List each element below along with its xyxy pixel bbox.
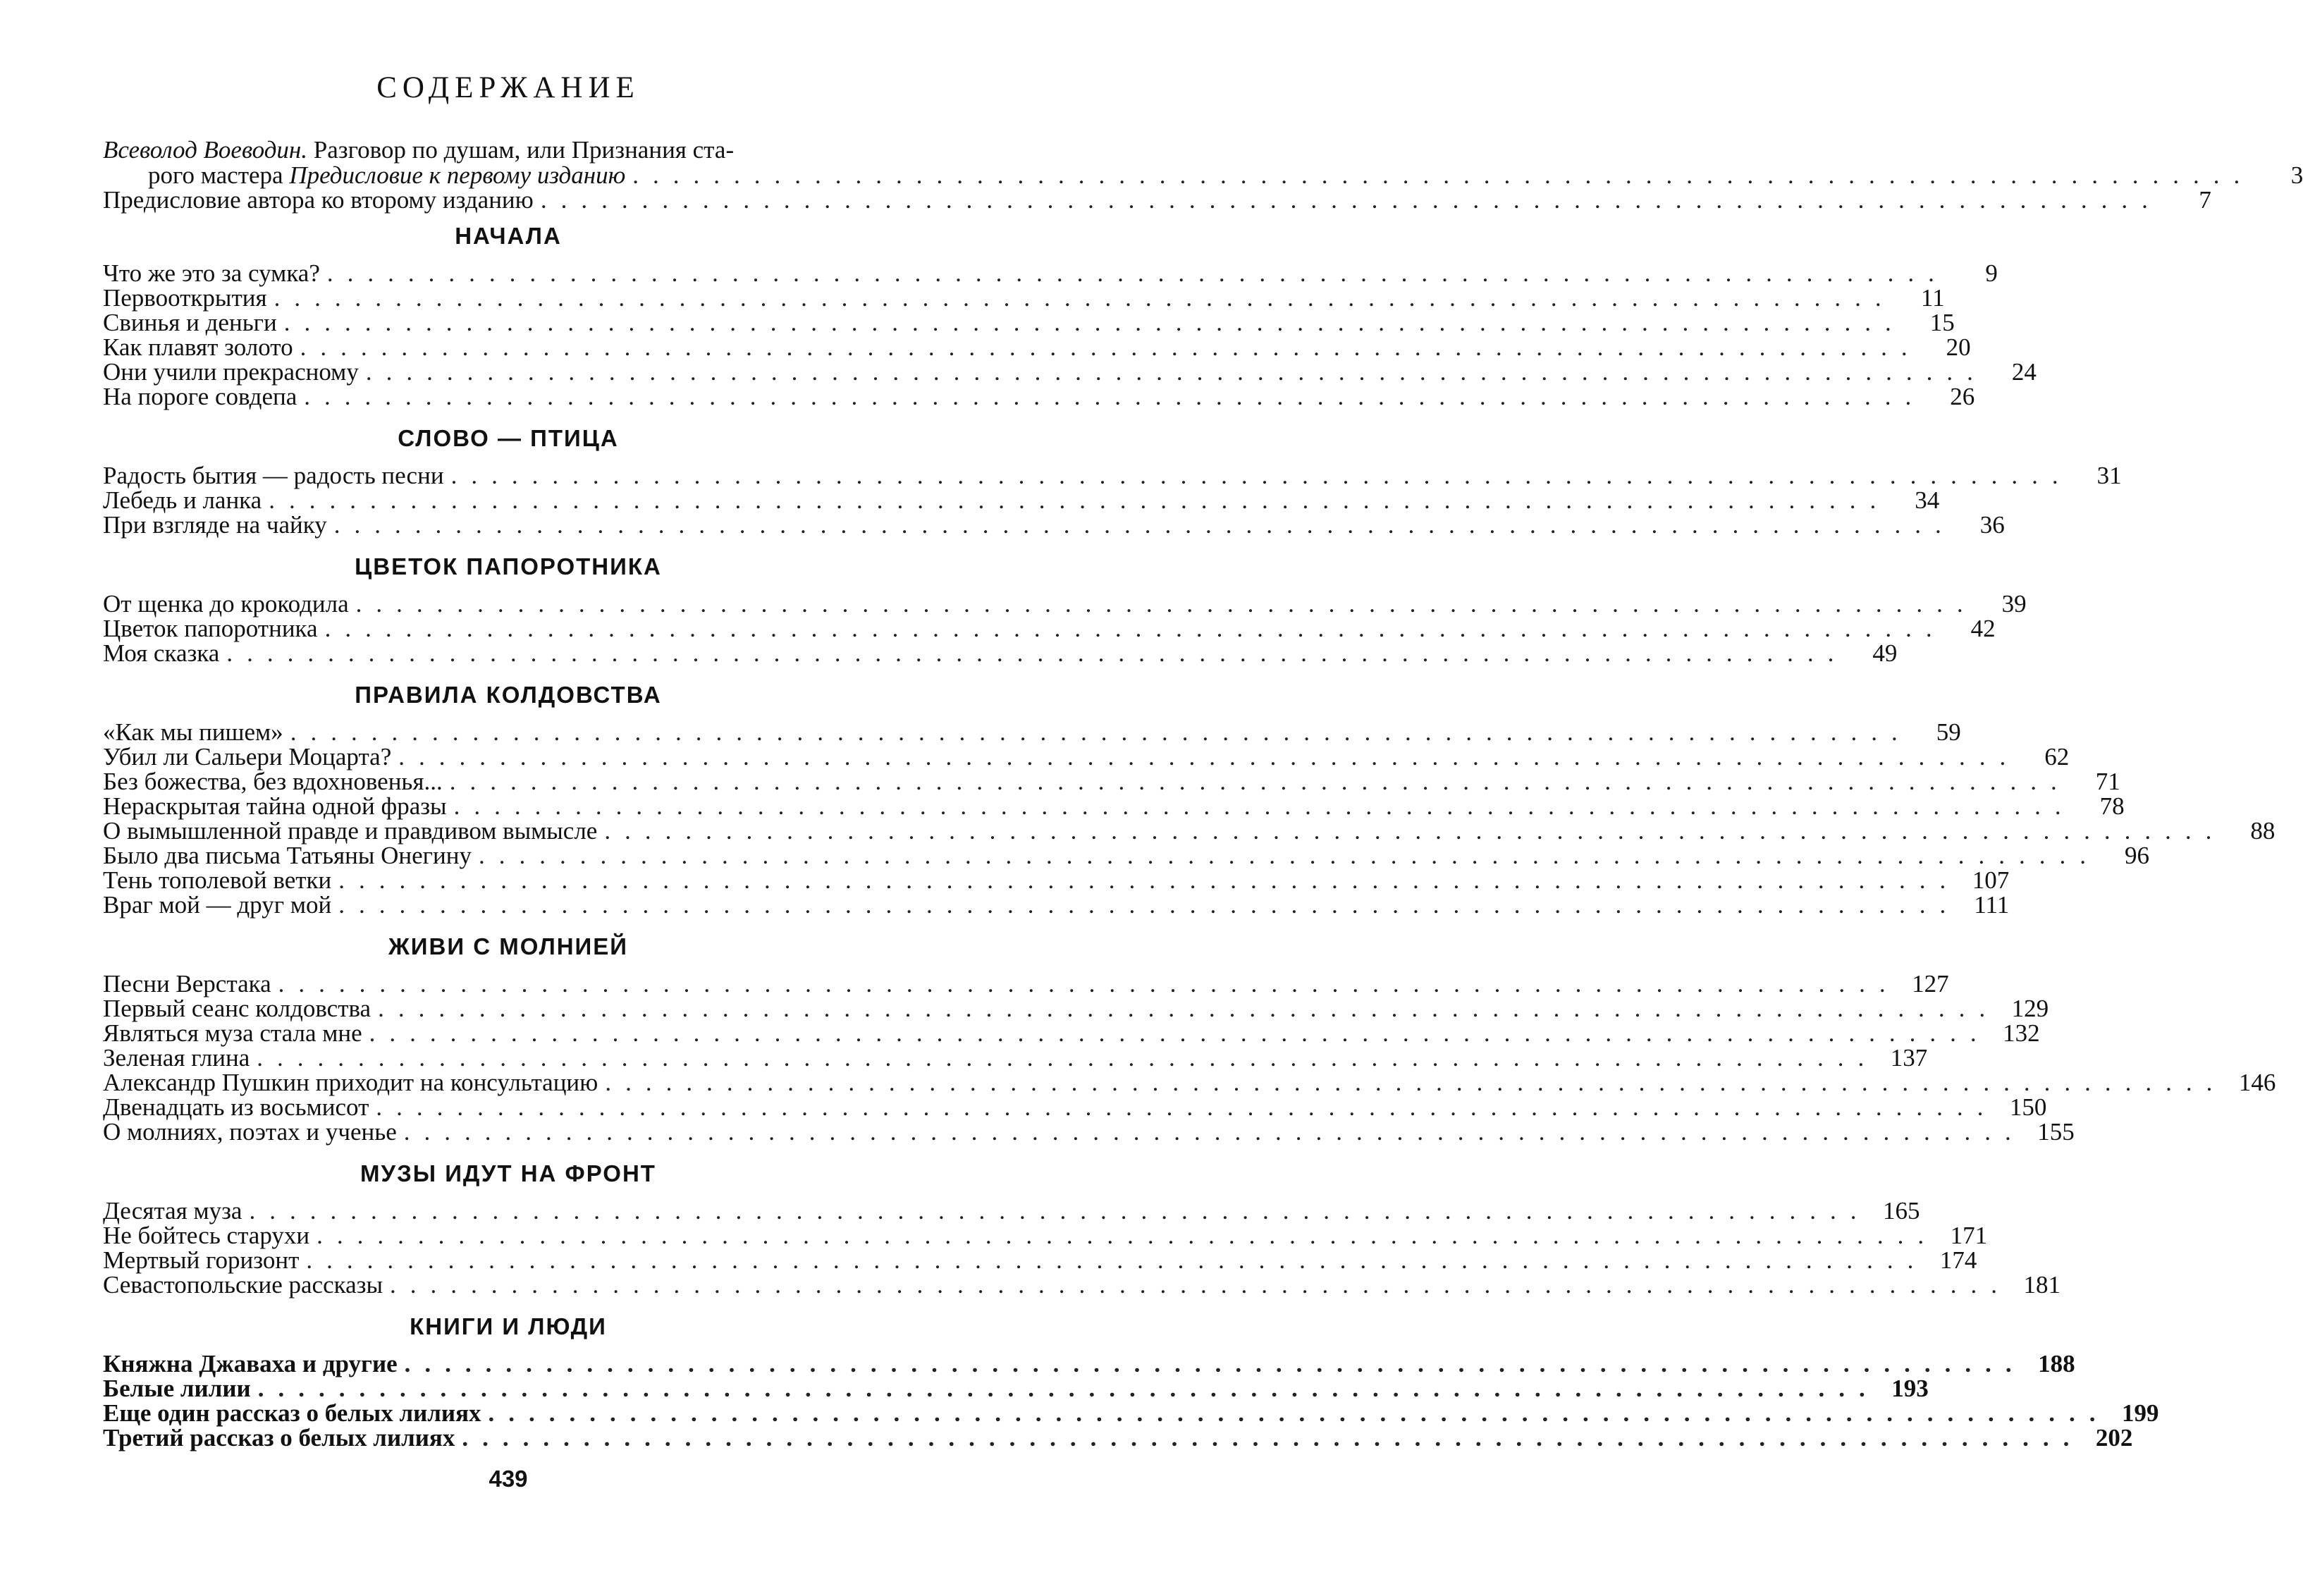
intro-line-2	[103, 161, 2303, 189]
dot-leader: ................................................................................	[290, 718, 1912, 746]
toc-entry	[103, 1350, 2075, 1377]
toc-entry	[103, 309, 1955, 336]
toc-entry-title: Как плавят золото	[103, 333, 293, 361]
toc-section	[103, 222, 2037, 410]
toc-entry-title: Первооткрытия	[103, 284, 267, 312]
dot-leader: ................................................................................	[304, 383, 1926, 410]
toc-entry-title: Что же это за сумка?	[103, 259, 320, 287]
dot-leader: ................................................................................	[324, 615, 1946, 642]
dot-leader: ................................................................................	[378, 995, 2000, 1022]
dot-leader: ................................................................................	[338, 866, 1960, 894]
dot-leader: ................................................................................	[453, 792, 2075, 820]
dot-leader: ................................................................................	[365, 358, 1987, 386]
toc-entry-page: 96	[2124, 842, 2149, 869]
dot-leader: ................................................................................	[338, 891, 1960, 919]
toc-entry-page: 15	[1929, 309, 1955, 336]
dot-leader: ................................................................................	[333, 511, 1955, 539]
toc-entry-title: Зеленая глина	[103, 1044, 250, 1072]
toc-entry-title: Не бойтесь старухи	[103, 1222, 310, 1249]
toc-entry-title: Радость бытия — радость песни	[103, 462, 444, 489]
toc-entry	[103, 1044, 1928, 1072]
toc-entry-page: 42	[1970, 615, 1996, 642]
page-number: 439	[489, 1466, 528, 1492]
toc-entry-page: 39	[2001, 590, 2027, 618]
toc-section	[103, 1313, 2159, 1451]
toc-entry	[103, 333, 1971, 361]
intro-title-italic: Предисловие к первому изданию	[289, 161, 626, 189]
dot-leader: ................................................................................	[488, 1399, 2110, 1427]
section-heading: КНИГИ И ЛЮДИ	[410, 1313, 607, 1339]
dot-leader: ................................................................................	[449, 768, 2071, 795]
dot-leader: ................................................................................	[249, 1197, 1871, 1224]
toc-entry	[103, 817, 2276, 845]
toc-entry-page: 171	[1950, 1222, 1988, 1249]
toc-entry	[103, 842, 2149, 869]
toc-section	[103, 424, 2122, 539]
dot-leader: ................................................................................	[300, 333, 1922, 361]
toc-entry-title: Без божества, без вдохновенья...	[103, 768, 443, 795]
toc-entry-page: 193	[1891, 1375, 1929, 1402]
toc-entry-page: 88	[2250, 817, 2276, 845]
preface-title: Предисловие автора ко второму изданию	[103, 186, 534, 214]
toc-entry-title: Было два письма Татьяны Онегину	[103, 842, 472, 869]
toc-entry-title: Севастопольские рассказы	[103, 1271, 383, 1299]
toc-section	[103, 681, 2276, 919]
toc-entry-title: Они учили прекрасному	[103, 358, 359, 386]
toc-entry-title: При взгляде на чайку	[103, 511, 327, 539]
intro-entry	[103, 136, 2303, 214]
toc-entry-page: 31	[2096, 462, 2122, 489]
toc-entry-title: Нераскрытая тайна одной фразы	[103, 792, 447, 820]
toc-entry-title: Третий рассказ о белых лилиях	[103, 1424, 455, 1451]
toc-entry-page: 127	[1912, 970, 1949, 998]
intro-title-plain: рого мастера	[148, 161, 290, 189]
dot-leader: ................................................................................	[226, 639, 1848, 667]
toc-entry-title: От щенка до крокодила	[103, 590, 349, 618]
toc-entry-title: Княжна Джаваха и другие	[103, 1350, 398, 1377]
dot-leader: ................................................................................	[389, 1271, 2011, 1299]
intro-page-number: 3	[2290, 161, 2303, 189]
dot-leader: ................................................................................	[269, 486, 1891, 514]
toc-entry	[103, 718, 1961, 746]
dot-leader: ................................................................................	[257, 1375, 1879, 1402]
dot-leader: ................................................................................	[274, 284, 1896, 312]
dot-leader: ................................................................................	[604, 817, 2226, 845]
toc-entry-title: О вымышленной правде и правдивом вымысле	[103, 817, 598, 845]
dot-leader: ................................................................................	[376, 1093, 1998, 1121]
toc-entry-page: 78	[2099, 792, 2125, 820]
toc-entry	[103, 1424, 2133, 1451]
section-heading: ЖИВИ С МОЛНИЕЙ	[388, 933, 629, 959]
toc-entry-title: Тень тополевой ветки	[103, 866, 332, 894]
dot-leader: ................................................................................	[540, 186, 2162, 214]
toc-entry	[103, 1019, 2040, 1047]
toc-entry	[103, 792, 2125, 820]
dot-leader: ................................................................................	[478, 842, 2100, 869]
section-heading: ЦВЕТОК ПАПОРОТНИКА	[355, 553, 662, 579]
toc-entry-page: 62	[2044, 743, 2070, 771]
toc-entry-page: 71	[2095, 768, 2120, 795]
toc-entry	[103, 590, 2027, 618]
toc-entry	[103, 1118, 2075, 1146]
toc-entry	[103, 1069, 2276, 1096]
toc-entry-page: 129	[2011, 995, 2049, 1022]
toc-entry-title: Цветок папоротника	[103, 615, 318, 642]
intro-author: Всеволод Воеводин.	[103, 136, 308, 164]
toc-section	[103, 933, 2276, 1146]
toc-entry-title: «Как мы пишем»	[103, 718, 283, 746]
dot-leader: ................................................................................	[450, 462, 2072, 489]
toc-entry-page: 11	[1920, 284, 1945, 312]
toc-entry	[103, 1399, 2159, 1427]
dot-leader: ................................................................................	[283, 309, 1905, 336]
toc-entry-page: 34	[1915, 486, 1940, 514]
toc-entry	[103, 383, 1975, 410]
toc-entry-page: 181	[2023, 1271, 2061, 1299]
preface-entry	[103, 186, 2211, 214]
toc-entry	[103, 1271, 2061, 1299]
section-heading: ПРАВИЛА КОЛДОВСТВА	[355, 682, 662, 708]
toc-entry-page: 165	[1882, 1197, 1920, 1224]
toc-entry-title: Первый сеанс колдовства	[103, 995, 371, 1022]
toc-entry-title: Десятая муза	[103, 1197, 242, 1224]
dot-leader: ................................................................................	[317, 1222, 1939, 1249]
toc-entry	[103, 1222, 1988, 1249]
dot-leader: ................................................................................	[369, 1019, 1991, 1047]
toc-entry-title: О молниях, поэтах и ученье	[103, 1118, 397, 1146]
toc-entry	[103, 1375, 1929, 1402]
toc-entry	[103, 891, 2010, 919]
toc-entry-page: 132	[2003, 1019, 2040, 1047]
dot-leader: ................................................................................	[257, 1044, 1879, 1072]
section-heading: НАЧАЛА	[455, 223, 562, 249]
toc-entry-page: 188	[2038, 1350, 2075, 1377]
toc-entry	[103, 358, 2037, 386]
toc-entry-title: Песни Верстака	[103, 970, 271, 998]
toc-entry-page: 199	[2122, 1399, 2159, 1427]
toc-entry-page: 36	[1979, 511, 2005, 539]
toc-entry-title: Являться муза стала мне	[103, 1019, 362, 1047]
toc-entry-title: Еще один рассказ о белых лилиях	[103, 1399, 481, 1427]
toc-section	[103, 553, 2027, 667]
toc-entry	[103, 259, 1998, 287]
toc-entry-page: 202	[2095, 1424, 2133, 1451]
intro-line-1	[103, 137, 914, 163]
toc-entry-title: На пороге совдепа	[103, 383, 297, 410]
dot-leader: ................................................................................	[605, 1069, 2227, 1096]
toc-entry-page: 59	[1936, 718, 1961, 746]
toc-entry	[103, 1093, 2047, 1121]
toc-entry-page: 137	[1890, 1044, 1928, 1072]
dot-leader: ................................................................................	[398, 743, 2020, 771]
toc-entry-title: Двенадцать из восьмисот	[103, 1093, 369, 1121]
toc-entry-page: 107	[1972, 866, 2010, 894]
dot-leader: ................................................................................	[403, 1118, 2025, 1146]
toc-entry-page: 24	[2011, 358, 2037, 386]
toc-entry-title: Свинья и деньги	[103, 309, 277, 336]
toc-entry-page: 49	[1872, 639, 1898, 667]
toc-entry-page: 20	[1946, 333, 1971, 361]
toc-entry	[103, 639, 1898, 667]
toc-entry-title: Александр Пушкин приходит на консультацию	[103, 1069, 598, 1096]
contents-page	[103, 70, 2303, 1492]
toc-entry-title: Убил ли Сальери Моцарта?	[103, 743, 392, 771]
toc-entry-title: Мертвый горизонт	[103, 1246, 300, 1274]
toc-entry	[103, 615, 1996, 642]
toc-entry	[103, 511, 2005, 539]
dot-leader: ................................................................................	[326, 259, 1948, 287]
dot-leader: ................................................................................	[404, 1350, 2026, 1377]
toc-entry	[103, 866, 2010, 894]
toc-entry-page: 111	[1974, 891, 2010, 919]
toc-entry-page: 150	[2009, 1093, 2047, 1121]
toc-entry	[103, 768, 2120, 795]
page-title: СОДЕРЖАНИЕ	[376, 71, 640, 104]
dot-leader: ................................................................................	[278, 970, 1900, 998]
toc-entry-page: 174	[1939, 1246, 1977, 1274]
dot-leader: ................................................................................	[462, 1424, 2084, 1451]
toc-section	[103, 1160, 2061, 1299]
preface-page-number: 7	[2199, 186, 2211, 214]
toc-entry	[103, 486, 1940, 514]
toc-sections	[103, 222, 2276, 1451]
toc-entry	[103, 995, 2049, 1022]
dot-leader: ................................................................................	[306, 1246, 1928, 1274]
section-heading: МУЗЫ ИДУТ НА ФРОНТ	[360, 1160, 656, 1186]
toc-entry	[103, 462, 2122, 489]
toc-entry	[103, 1246, 1977, 1274]
dot-leader: ................................................................................	[632, 161, 2254, 189]
toc-entry	[103, 743, 2070, 771]
toc-entry-page: 155	[2037, 1118, 2075, 1146]
toc-entry-title: Моя сказка	[103, 639, 220, 667]
toc-entry-page: 26	[1950, 383, 1975, 410]
intro-title-part-1: Разговор по душам, или Признания ста-	[307, 136, 735, 164]
toc-entry-title: Лебедь и ланка	[103, 486, 262, 514]
toc-entry-title: Белые лилии	[103, 1375, 251, 1402]
toc-entry-page: 146	[2238, 1069, 2276, 1096]
dot-leader: ................................................................................	[355, 590, 1977, 618]
section-heading: СЛОВО — ПТИЦА	[398, 425, 619, 451]
toc-entry	[103, 970, 1949, 998]
toc-entry-title: Враг мой — друг мой	[103, 891, 332, 919]
intro-title-part-2	[148, 163, 625, 188]
toc-entry	[103, 1197, 1920, 1224]
toc-entry-page: 9	[1985, 259, 1998, 287]
toc-entry	[103, 284, 1945, 312]
